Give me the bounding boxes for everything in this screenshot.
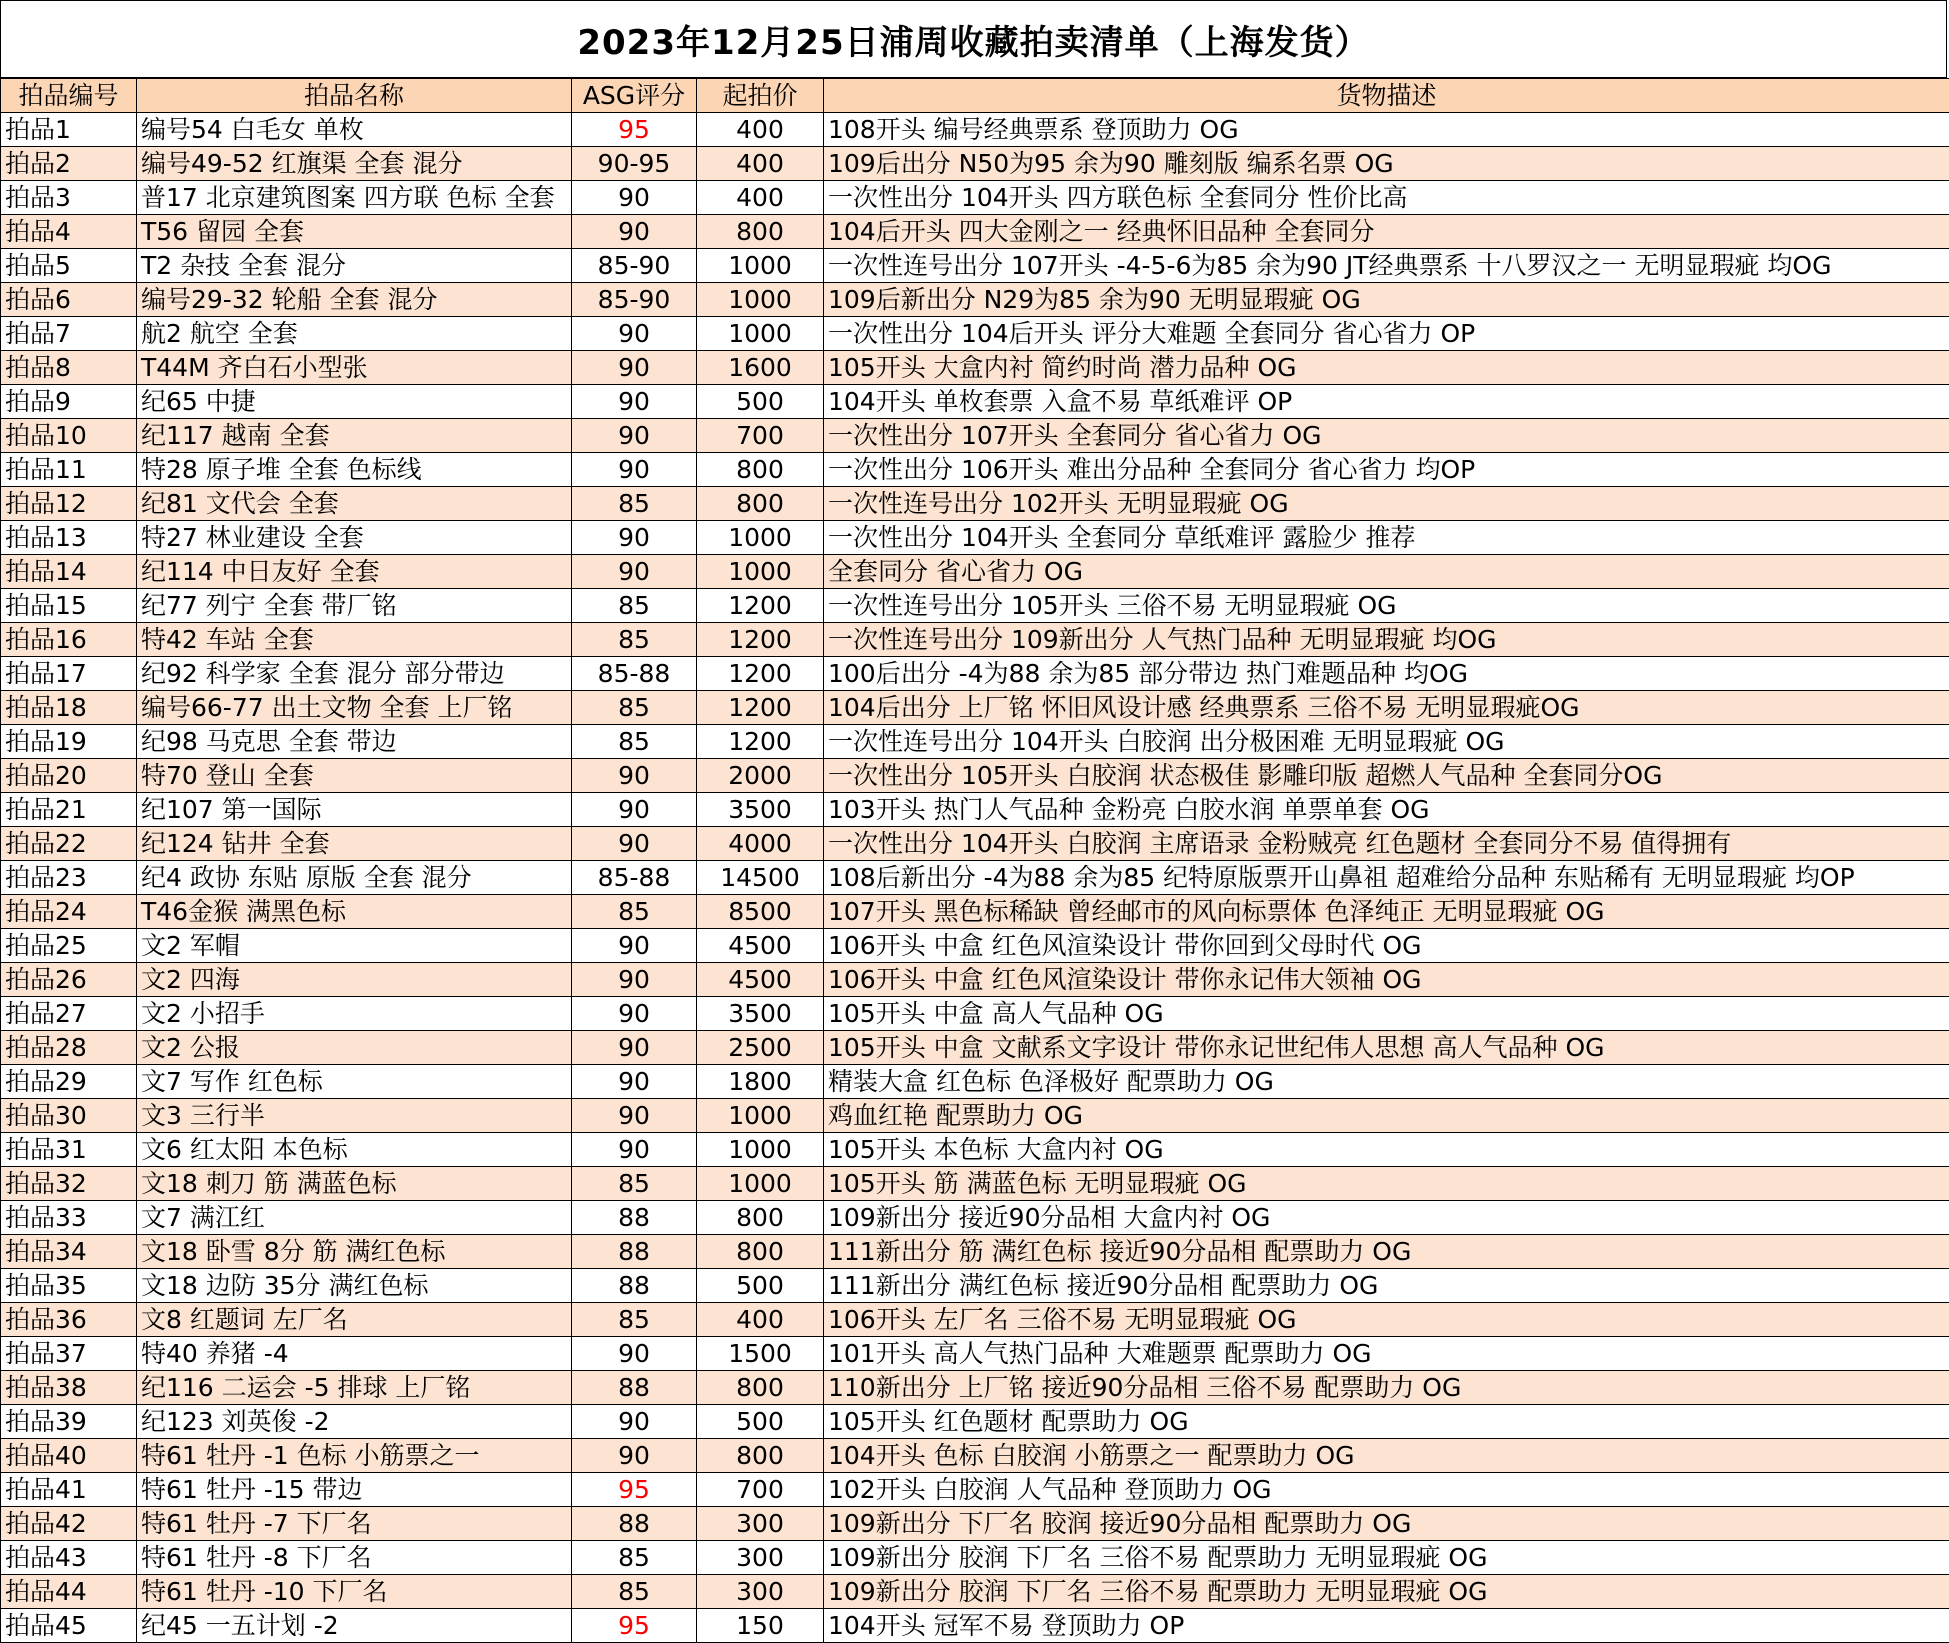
table-row [1,1099,1949,1133]
price-cell[interactable]: 300 [697,1541,824,1575]
table-row [1,1303,1949,1337]
desc-cell[interactable]: 109新出分 下厂名 胶润 接近90分品相 配票助力 OG [824,1507,1949,1541]
price-cell[interactable]: 1000 [697,249,824,283]
table-row [1,691,1949,725]
desc-cell[interactable]: 一次性出分 104开头 白胶润 主席语录 金粉贼亮 红色题材 全套同分不易 值得拥有 [824,827,1949,861]
name-cell[interactable]: 文7 满江红 [137,1201,572,1235]
score-cell[interactable]: 95 [572,1609,697,1643]
table-row [1,1473,1949,1507]
lot-cell[interactable]: 拍品42 [1,1507,137,1541]
lot-cell[interactable]: 拍品23 [1,861,137,895]
header-desc[interactable]: 货物描述 [824,79,1949,113]
price-cell[interactable]: 500 [697,1269,824,1303]
score-cell[interactable]: 90 [572,385,697,419]
desc-cell[interactable]: 108开头 编号经典票系 登顶助力 OG [824,113,1949,147]
score-cell[interactable]: 90 [572,1099,697,1133]
score-cell[interactable]: 90 [572,453,697,487]
score-cell[interactable]: 95 [572,113,697,147]
desc-cell[interactable]: 鸡血红艳 配票助力 OG [824,1099,1949,1133]
table-row [1,317,1949,351]
name-cell[interactable]: 纪81 文代会 全套 [137,487,572,521]
score-cell[interactable]: 90 [572,759,697,793]
name-cell[interactable]: T2 杂技 全套 混分 [137,249,572,283]
lot-cell[interactable]: 拍品22 [1,827,137,861]
score-cell[interactable]: 90 [572,997,697,1031]
desc-cell[interactable]: 100后出分 -4为88 余为85 部分带边 热门难题品种 均OG [824,657,1949,691]
auction-table [0,78,1949,1643]
score-cell[interactable]: 90 [572,317,697,351]
score-cell[interactable]: 95 [572,1473,697,1507]
desc-cell[interactable]: 精装大盒 红色标 色泽极好 配票助力 OG [824,1065,1949,1099]
desc-cell[interactable]: 一次性连号出分 107开头 -4-5-6为85 余为90 JT经典票系 十八罗汉之一 无明显瑕疵 均OG [824,249,1949,283]
score-cell[interactable]: 85-90 [572,249,697,283]
desc-cell[interactable]: 一次性出分 107开头 全套同分 省心省力 OG [824,419,1949,453]
price-cell[interactable]: 8500 [697,895,824,929]
score-cell[interactable]: 90 [572,351,697,385]
lot-cell[interactable]: 拍品25 [1,929,137,963]
score-cell[interactable]: 90-95 [572,147,697,181]
score-cell[interactable]: 90 [572,929,697,963]
price-cell[interactable]: 1000 [697,283,824,317]
name-cell[interactable]: 纪124 钻井 全套 [137,827,572,861]
price-cell[interactable]: 800 [697,487,824,521]
price-cell[interactable]: 1000 [697,555,824,589]
name-cell[interactable]: 航2 航空 全套 [137,317,572,351]
score-cell[interactable]: 85 [572,487,697,521]
name-cell[interactable]: 文3 三行半 [137,1099,572,1133]
price-cell[interactable]: 800 [697,1371,824,1405]
table-row [1,351,1949,385]
desc-cell[interactable]: 108后新出分 -4为88 余为85 纪特原版票开山鼻祖 超难给分品种 东贴稀有 无明显瑕疵 均OP [824,861,1949,895]
lot-cell[interactable]: 拍品17 [1,657,137,691]
score-cell[interactable]: 85 [572,589,697,623]
lot-cell[interactable]: 拍品34 [1,1235,137,1269]
price-cell[interactable]: 4000 [697,827,824,861]
lot-cell[interactable]: 拍品9 [1,385,137,419]
desc-cell[interactable]: 105开头 中盒 文献系文字设计 带你永记世纪伟人思想 高人气品种 OG [824,1031,1949,1065]
price-cell[interactable]: 700 [697,419,824,453]
header-name[interactable]: 拍品名称 [137,79,572,113]
price-cell[interactable]: 800 [697,215,824,249]
table-row [1,1065,1949,1099]
name-cell[interactable]: 文2 小招手 [137,997,572,1031]
table-row [1,1167,1949,1201]
name-cell[interactable]: 文18 卧雪 8分 筋 满红色标 [137,1235,572,1269]
price-cell[interactable]: 4500 [697,963,824,997]
desc-cell[interactable]: 102开头 白胶润 人气品种 登顶助力 OG [824,1473,1949,1507]
price-cell[interactable]: 400 [697,181,824,215]
lot-cell[interactable]: 拍品38 [1,1371,137,1405]
name-cell[interactable]: 纪114 中日友好 全套 [137,555,572,589]
desc-cell[interactable]: 一次性出分 104开头 全套同分 草纸难评 露脸少 推荐 [824,521,1949,555]
name-cell[interactable]: 纪123 刘英俊 -2 [137,1405,572,1439]
desc-cell[interactable]: 一次性连号出分 104开头 白胶润 出分极困难 无明显瑕疵 OG [824,725,1949,759]
price-cell[interactable]: 1000 [697,1099,824,1133]
name-cell[interactable]: 普17 北京建筑图案 四方联 色标 全套 [137,181,572,215]
table-row [1,963,1949,997]
table-row [1,249,1949,283]
desc-cell[interactable]: 109后新出分 N29为85 余为90 无明显瑕疵 OG [824,283,1949,317]
name-cell[interactable]: 特61 牡丹 -15 带边 [137,1473,572,1507]
name-cell[interactable]: 文7 写作 红色标 [137,1065,572,1099]
table-row [1,521,1949,555]
desc-cell[interactable]: 105开头 本色标 大盒内衬 OG [824,1133,1949,1167]
score-cell[interactable]: 90 [572,419,697,453]
name-cell[interactable]: 文2 军帽 [137,929,572,963]
price-cell[interactable]: 700 [697,1473,824,1507]
desc-cell[interactable]: 104开头 单枚套票 入盒不易 草纸难评 OP [824,385,1949,419]
desc-cell[interactable]: 104后开头 四大金刚之一 经典怀旧品种 全套同分 [824,215,1949,249]
name-cell[interactable]: 特61 牡丹 -10 下厂名 [137,1575,572,1609]
lot-cell[interactable]: 拍品16 [1,623,137,657]
desc-cell[interactable]: 106开头 左厂名 三俗不易 无明显瑕疵 OG [824,1303,1949,1337]
lot-cell[interactable]: 拍品15 [1,589,137,623]
price-cell[interactable]: 150 [697,1609,824,1643]
score-cell[interactable]: 90 [572,215,697,249]
score-cell[interactable]: 90 [572,521,697,555]
desc-cell[interactable]: 一次性连号出分 109新出分 人气热门品种 无明显瑕疵 均OG [824,623,1949,657]
score-cell[interactable]: 90 [572,1405,697,1439]
score-cell[interactable]: 85 [572,1303,697,1337]
desc-cell[interactable]: 101开头 高人气热门品种 大难题票 配票助力 OG [824,1337,1949,1371]
score-cell[interactable]: 85 [572,1167,697,1201]
name-cell[interactable]: 特27 林业建设 全套 [137,521,572,555]
lot-cell[interactable]: 拍品28 [1,1031,137,1065]
price-cell[interactable]: 300 [697,1575,824,1609]
lot-cell[interactable]: 拍品33 [1,1201,137,1235]
table-row [1,181,1949,215]
desc-cell[interactable]: 105开头 红色题材 配票助力 OG [824,1405,1949,1439]
lot-cell[interactable]: 拍品11 [1,453,137,487]
desc-cell[interactable]: 104开头 色标 白胶润 小筋票之一 配票助力 OG [824,1439,1949,1473]
table-row [1,725,1949,759]
price-cell[interactable]: 1600 [697,351,824,385]
table-row [1,419,1949,453]
name-cell[interactable]: 特40 养猪 -4 [137,1337,572,1371]
lot-cell[interactable]: 拍品7 [1,317,137,351]
lot-cell[interactable]: 拍品30 [1,1099,137,1133]
score-cell[interactable]: 85-90 [572,283,697,317]
name-cell[interactable]: 特42 车站 全套 [137,623,572,657]
desc-cell[interactable]: 111新出分 满红色标 接近90分品相 配票助力 OG [824,1269,1949,1303]
name-cell[interactable]: 编号29-32 轮船 全套 混分 [137,283,572,317]
desc-cell[interactable]: 104开头 冠军不易 登顶助力 OP [824,1609,1949,1643]
table-row [1,929,1949,963]
table-row [1,657,1949,691]
header-row [1,79,1949,113]
name-cell[interactable]: 纪98 马克思 全套 带边 [137,725,572,759]
price-cell[interactable]: 3500 [697,997,824,1031]
desc-cell[interactable]: 一次性连号出分 105开头 三俗不易 无明显瑕疵 OG [824,589,1949,623]
lot-cell[interactable]: 拍品14 [1,555,137,589]
header-price[interactable]: 起拍价 [697,79,824,113]
table-row [1,793,1949,827]
name-cell[interactable]: 文6 红太阳 本色标 [137,1133,572,1167]
score-cell[interactable]: 85-88 [572,657,697,691]
score-cell[interactable]: 90 [572,793,697,827]
table-row [1,1507,1949,1541]
lot-cell[interactable]: 拍品3 [1,181,137,215]
price-cell[interactable]: 1200 [697,623,824,657]
lot-cell[interactable]: 拍品19 [1,725,137,759]
header-score[interactable]: ASG评分 [572,79,697,113]
table-row [1,759,1949,793]
lot-cell[interactable]: 拍品31 [1,1133,137,1167]
table-row [1,827,1949,861]
desc-cell[interactable]: 106开头 中盒 红色风渲染设计 带你永记伟大领袖 OG [824,963,1949,997]
desc-cell[interactable]: 103开头 热门人气品种 金粉亮 白胶水润 单票单套 OG [824,793,1949,827]
lot-cell[interactable]: 拍品43 [1,1541,137,1575]
price-cell[interactable]: 800 [697,1439,824,1473]
score-cell[interactable]: 85 [572,691,697,725]
price-cell[interactable]: 1200 [697,691,824,725]
lot-cell[interactable]: 拍品13 [1,521,137,555]
table-row [1,1405,1949,1439]
price-cell[interactable]: 1200 [697,725,824,759]
score-cell[interactable]: 85 [572,1541,697,1575]
price-cell[interactable]: 1200 [697,657,824,691]
desc-cell[interactable]: 107开头 黑色标稀缺 曾经邮市的风向标票体 色泽纯正 无明显瑕疵 OG [824,895,1949,929]
lot-cell[interactable]: 拍品39 [1,1405,137,1439]
score-cell[interactable]: 90 [572,827,697,861]
table-row [1,1371,1949,1405]
lot-cell[interactable]: 拍品1 [1,113,137,147]
lot-cell[interactable]: 拍品12 [1,487,137,521]
price-cell[interactable]: 1800 [697,1065,824,1099]
desc-cell[interactable]: 一次性出分 105开头 白胶润 状态极佳 影雕印版 超燃人气品种 全套同分OG [824,759,1949,793]
price-cell[interactable]: 500 [697,385,824,419]
desc-cell[interactable]: 110新出分 上厂铭 接近90分品相 三俗不易 配票助力 OG [824,1371,1949,1405]
desc-cell[interactable]: 109新出分 胶润 下厂名 三俗不易 配票助力 无明显瑕疵 OG [824,1541,1949,1575]
name-cell[interactable]: 文2 公报 [137,1031,572,1065]
name-cell[interactable]: 特61 牡丹 -1 色标 小筋票之一 [137,1439,572,1473]
name-cell[interactable]: 特61 牡丹 -7 下厂名 [137,1507,572,1541]
name-cell[interactable]: 编号66-77 出土文物 全套 上厂铭 [137,691,572,725]
desc-cell[interactable]: 全套同分 省心省力 OG [824,555,1949,589]
desc-cell[interactable]: 109后出分 N50为95 余为90 雕刻版 编系名票 OG [824,147,1949,181]
lot-cell[interactable]: 拍品24 [1,895,137,929]
lot-cell[interactable]: 拍品36 [1,1303,137,1337]
table-body [1,113,1949,1643]
price-cell[interactable]: 800 [697,453,824,487]
lot-cell[interactable]: 拍品44 [1,1575,137,1609]
table-row [1,283,1949,317]
score-cell[interactable]: 88 [572,1269,697,1303]
lot-cell[interactable]: 拍品32 [1,1167,137,1201]
lot-cell[interactable]: 拍品2 [1,147,137,181]
score-cell[interactable]: 85 [572,623,697,657]
price-cell[interactable]: 800 [697,1235,824,1269]
table-row [1,215,1949,249]
header-lot[interactable]: 拍品编号 [1,79,137,113]
name-cell[interactable]: 文2 四海 [137,963,572,997]
score-cell[interactable]: 90 [572,555,697,589]
table-row [1,555,1949,589]
price-cell[interactable]: 800 [697,1201,824,1235]
score-cell[interactable]: 90 [572,1337,697,1371]
name-cell[interactable]: 纪45 一五计划 -2 [137,1609,572,1643]
table-row [1,1133,1949,1167]
score-cell[interactable]: 88 [572,1371,697,1405]
price-cell[interactable]: 1000 [697,1133,824,1167]
name-cell[interactable]: 纪116 二运会 -5 排球 上厂铭 [137,1371,572,1405]
score-cell[interactable]: 88 [572,1201,697,1235]
price-cell[interactable]: 400 [697,147,824,181]
lot-cell[interactable]: 拍品21 [1,793,137,827]
desc-cell[interactable]: 109新出分 接近90分品相 大盒内衬 OG [824,1201,1949,1235]
price-cell[interactable]: 14500 [697,861,824,895]
name-cell[interactable]: 文8 红题词 左厂名 [137,1303,572,1337]
score-cell[interactable]: 85 [572,725,697,759]
price-cell[interactable]: 3500 [697,793,824,827]
desc-cell[interactable]: 105开头 大盒内衬 简约时尚 潜力品种 OG [824,351,1949,385]
score-cell[interactable]: 90 [572,1065,697,1099]
table-row [1,1235,1949,1269]
name-cell[interactable]: 特70 登山 全套 [137,759,572,793]
price-cell[interactable]: 500 [697,1405,824,1439]
price-cell[interactable]: 2000 [697,759,824,793]
name-cell[interactable]: 纪117 越南 全套 [137,419,572,453]
price-cell[interactable]: 400 [697,1303,824,1337]
table-row [1,1609,1949,1643]
name-cell[interactable]: 文18 边防 35分 满红色标 [137,1269,572,1303]
score-cell[interactable]: 90 [572,1439,697,1473]
name-cell[interactable]: 纪65 中捷 [137,385,572,419]
lot-cell[interactable]: 拍品5 [1,249,137,283]
lot-cell[interactable]: 拍品8 [1,351,137,385]
table-row [1,623,1949,657]
desc-cell[interactable]: 一次性出分 106开头 难出分品种 全套同分 省心省力 均OP [824,453,1949,487]
price-cell[interactable]: 1000 [697,521,824,555]
lot-cell[interactable]: 拍品45 [1,1609,137,1643]
score-cell[interactable]: 90 [572,1031,697,1065]
lot-cell[interactable]: 拍品40 [1,1439,137,1473]
table-row [1,1541,1949,1575]
price-cell[interactable]: 1500 [697,1337,824,1371]
table-row [1,1269,1949,1303]
table-row [1,997,1949,1031]
table-row [1,385,1949,419]
sheet-title: 2023年12月25日浦周收藏拍卖清单（上海发货） [0,0,1947,78]
price-cell[interactable]: 400 [697,113,824,147]
table-row [1,1031,1949,1065]
lot-cell[interactable]: 拍品4 [1,215,137,249]
name-cell[interactable]: 纪92 科学家 全套 混分 部分带边 [137,657,572,691]
price-cell[interactable]: 4500 [697,929,824,963]
table-row [1,861,1949,895]
name-cell[interactable]: 纪77 列宁 全套 带厂铭 [137,589,572,623]
score-cell[interactable]: 90 [572,181,697,215]
desc-cell[interactable]: 一次性连号出分 102开头 无明显瑕疵 OG [824,487,1949,521]
table-row [1,487,1949,521]
table-row [1,147,1949,181]
score-cell[interactable]: 90 [572,1133,697,1167]
price-cell[interactable]: 2500 [697,1031,824,1065]
table-row [1,453,1949,487]
table-row [1,1575,1949,1609]
name-cell[interactable]: 特28 原子堆 全套 色标线 [137,453,572,487]
desc-cell[interactable]: 一次性出分 104开头 四方联色标 全套同分 性价比高 [824,181,1949,215]
desc-cell[interactable]: 109新出分 胶润 下厂名 三俗不易 配票助力 无明显瑕疵 OG [824,1575,1949,1609]
name-cell[interactable]: 特61 牡丹 -8 下厂名 [137,1541,572,1575]
name-cell[interactable]: 编号49-52 红旗渠 全套 混分 [137,147,572,181]
desc-cell[interactable]: 105开头 筋 满蓝色标 无明显瑕疵 OG [824,1167,1949,1201]
price-cell[interactable]: 300 [697,1507,824,1541]
table-row [1,113,1949,147]
table-row [1,895,1949,929]
score-cell[interactable]: 85 [572,895,697,929]
name-cell[interactable]: 纪107 第一国际 [137,793,572,827]
name-cell[interactable]: T46金猴 满黑色标 [137,895,572,929]
score-cell[interactable]: 90 [572,963,697,997]
name-cell[interactable]: 纪4 政协 东贴 原版 全套 混分 [137,861,572,895]
name-cell[interactable]: T56 留园 全套 [137,215,572,249]
name-cell[interactable]: T44M 齐白石小型张 [137,351,572,385]
lot-cell[interactable]: 拍品20 [1,759,137,793]
lot-cell[interactable]: 拍品29 [1,1065,137,1099]
table-row [1,1201,1949,1235]
table-row [1,589,1949,623]
score-cell[interactable]: 85 [572,1575,697,1609]
lot-cell[interactable]: 拍品37 [1,1337,137,1371]
price-cell[interactable]: 1000 [697,317,824,351]
desc-cell[interactable]: 105开头 中盒 高人气品种 OG [824,997,1949,1031]
desc-cell[interactable]: 104后出分 上厂铭 怀旧风设计感 经典票系 三俗不易 无明显瑕疵OG [824,691,1949,725]
lot-cell[interactable]: 拍品26 [1,963,137,997]
table-row [1,1337,1949,1371]
table-row [1,1439,1949,1473]
price-cell[interactable]: 1200 [697,589,824,623]
desc-cell[interactable]: 106开头 中盒 红色风渲染设计 带你回到父母时代 OG [824,929,1949,963]
lot-cell[interactable]: 拍品18 [1,691,137,725]
desc-cell[interactable]: 111新出分 筋 满红色标 接近90分品相 配票助力 OG [824,1235,1949,1269]
lot-cell[interactable]: 拍品35 [1,1269,137,1303]
score-cell[interactable]: 85-88 [572,861,697,895]
score-cell[interactable]: 88 [572,1235,697,1269]
lot-cell[interactable]: 拍品41 [1,1473,137,1507]
desc-cell[interactable]: 一次性出分 104后开头 评分大难题 全套同分 省心省力 OP [824,317,1949,351]
name-cell[interactable]: 文18 刺刀 筋 满蓝色标 [137,1167,572,1201]
lot-cell[interactable]: 拍品10 [1,419,137,453]
name-cell[interactable]: 编号54 白毛女 单枚 [137,113,572,147]
price-cell[interactable]: 1000 [697,1167,824,1201]
score-cell[interactable]: 88 [572,1507,697,1541]
lot-cell[interactable]: 拍品6 [1,283,137,317]
lot-cell[interactable]: 拍品27 [1,997,137,1031]
